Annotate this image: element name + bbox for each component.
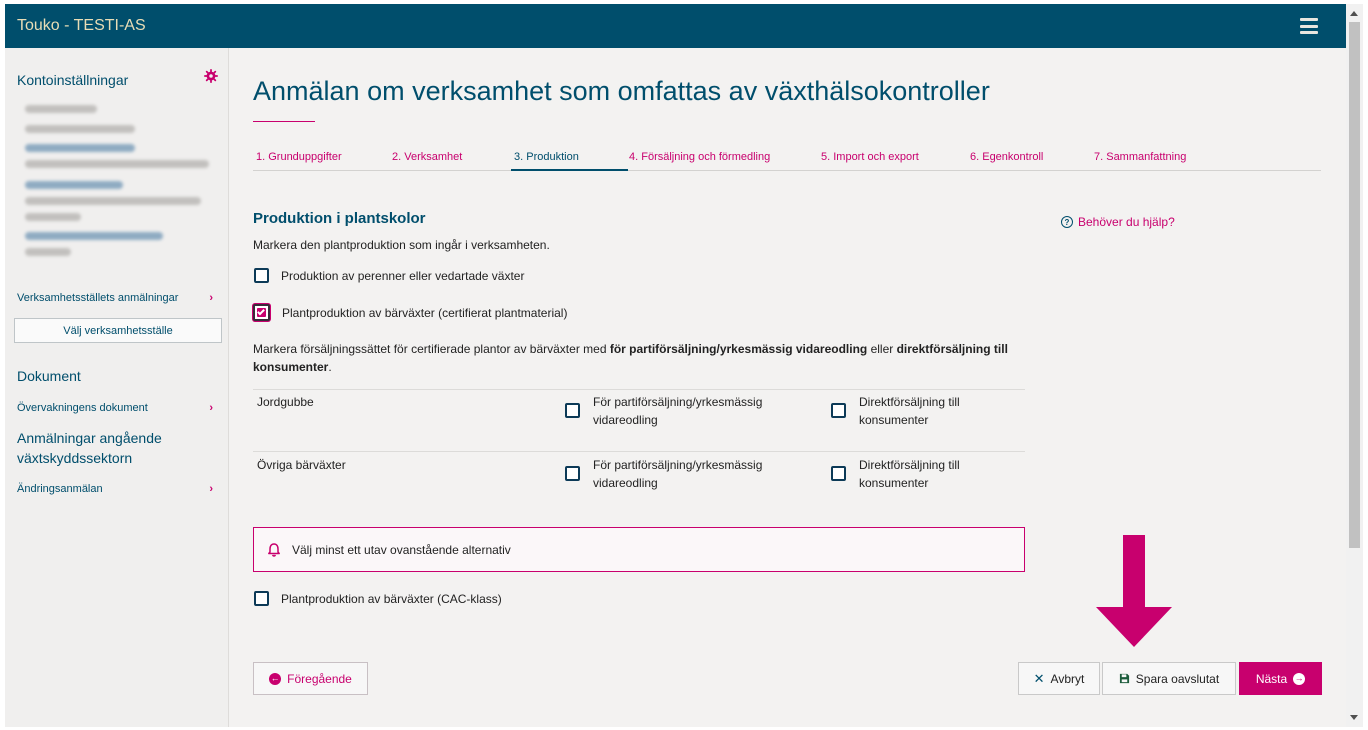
tab-import-export[interactable]: 5. Import och export	[821, 151, 919, 163]
redacted-text	[25, 197, 201, 205]
label-line: vidareodling	[593, 476, 658, 490]
tab-summary[interactable]: 7. Sammanfattning	[1094, 151, 1187, 163]
tab-production[interactable]: 3. Produktion	[514, 151, 579, 163]
cancel-button[interactable]	[1018, 662, 1100, 695]
other-berries-direct-checkbox[interactable]	[831, 466, 846, 481]
redacted-text	[25, 160, 209, 168]
strawberry-direct-checkbox[interactable]	[831, 403, 846, 418]
redacted-text	[25, 213, 81, 221]
next-button[interactable]	[1239, 662, 1322, 695]
top-bar	[5, 4, 1346, 48]
close-icon: ✕	[1033, 670, 1045, 686]
label-line: konsumenter	[859, 476, 929, 490]
help-link[interactable]	[1061, 215, 1175, 229]
bell-icon	[266, 542, 282, 558]
direct-label[interactable]	[859, 456, 960, 492]
berries-certified-checkbox[interactable]	[253, 304, 270, 321]
chevron-right-icon: ›	[209, 402, 213, 414]
active-tab-indicator	[511, 169, 628, 171]
wholesale-label[interactable]	[593, 393, 762, 429]
scrollbar[interactable]	[1346, 4, 1363, 727]
help-link-label: Behöver du hjälp?	[1078, 215, 1175, 229]
scroll-thumb[interactable]	[1349, 22, 1360, 548]
arrow-right-icon: →	[1294, 673, 1304, 683]
save-icon	[1119, 673, 1130, 684]
step-tabs	[253, 143, 1321, 171]
perennials-checkbox[interactable]	[254, 268, 269, 283]
strawberry-wholesale-checkbox[interactable]	[565, 403, 580, 418]
chevron-right-icon: ›	[209, 483, 213, 495]
gear-icon[interactable]	[204, 69, 218, 83]
arrow-left-icon: ←	[270, 673, 280, 683]
label-line: Direktförsäljning till	[859, 395, 960, 409]
redacted-text	[25, 144, 135, 152]
tab-basic-info[interactable]: 1. Grunduppgifter	[256, 151, 342, 163]
question-icon: ?	[1061, 216, 1073, 228]
arrow-down-icon	[1094, 535, 1174, 647]
alert-text: Välj minst ett utav ovanstående alternativ	[292, 542, 511, 557]
option-berries-cac[interactable]	[254, 591, 502, 606]
sidebar-item-label: Ändringsanmälan	[17, 483, 103, 495]
label-line: För partiförsäljning/yrkesmässig	[593, 395, 763, 409]
desc-text: Markera försäljningssättet för certifierade plantor av bärväxter med	[253, 342, 610, 356]
row-name: Jordgubbe	[257, 395, 314, 409]
desc-bold: för partiförsäljning/yrkesmässig vidareodling	[609, 342, 868, 356]
desc-text: .	[328, 360, 332, 374]
divider	[253, 389, 1025, 390]
previous-label: Föregående	[287, 671, 352, 686]
section-intro: Markera den plantproduktion som ingår i verksamheten.	[253, 238, 550, 252]
section-title: Produktion i plantskolor	[253, 210, 426, 227]
cancel-label: Avbryt	[1050, 671, 1085, 686]
plant-sector-heading[interactable]: Anmälningar angående växtskyddssektorn	[17, 430, 162, 466]
sidebar-item-label: Övervakningens dokument	[17, 402, 148, 414]
sidebar-item-label: Verksamhetsställets anmälningar	[17, 292, 179, 304]
desc-bold: direktförsäljning till konsumenter	[253, 342, 1008, 374]
save-draft-button[interactable]	[1102, 662, 1236, 695]
main-content	[230, 48, 1346, 727]
redacted-text	[25, 125, 135, 133]
title-underline	[253, 121, 315, 122]
option-label: Plantproduktion av bärväxter (certifierat plantmaterial)	[282, 305, 568, 320]
direct-label[interactable]	[859, 393, 960, 429]
option-berries-certified[interactable]	[253, 304, 567, 321]
label-line: För partiförsäljning/yrkesmässig	[593, 458, 763, 472]
chevron-right-icon: ›	[209, 292, 213, 304]
sidebar-item-site-notifications[interactable]	[17, 292, 217, 304]
redacted-text	[25, 105, 97, 113]
tab-activity[interactable]: 2. Verksamhet	[392, 151, 463, 163]
desc-text: eller	[867, 342, 897, 356]
app-title: Touko - TESTI-AS	[17, 17, 146, 34]
option-label: Produktion av perenner eller vedartade växter	[281, 268, 525, 283]
account-settings-heading[interactable]: Kontoinställningar	[17, 72, 129, 88]
label-line: vidareodling	[593, 413, 658, 427]
tab-sales[interactable]: 4. Försäljning och förmedling	[629, 151, 771, 163]
berries-cac-checkbox[interactable]	[254, 591, 269, 606]
row-name: Övriga bärväxter	[257, 458, 346, 472]
redacted-text	[25, 248, 71, 256]
tab-self-control[interactable]: 6. Egenkontroll	[970, 151, 1044, 163]
validation-alert	[253, 527, 1025, 572]
menu-icon[interactable]	[1300, 18, 1318, 34]
select-site-button[interactable]: Välj verksamhetsställe	[14, 318, 222, 343]
scroll-down-icon[interactable]	[1350, 715, 1358, 720]
sidebar	[5, 48, 229, 727]
documents-heading[interactable]: Dokument	[17, 368, 81, 384]
sidebar-item-monitoring-documents[interactable]	[17, 402, 217, 414]
redacted-text	[25, 181, 123, 189]
other-berries-wholesale-checkbox[interactable]	[565, 466, 580, 481]
wholesale-label[interactable]	[593, 456, 762, 492]
redacted-text	[25, 232, 163, 240]
page-title: Anmälan om verksamhet som omfattas av växthälsokontroller	[253, 76, 990, 106]
save-draft-label: Spara oavslutat	[1135, 671, 1220, 686]
option-label: Plantproduktion av bärväxter (CAC-klass)	[281, 591, 502, 606]
option-perennials[interactable]	[254, 268, 524, 283]
divider	[253, 451, 1025, 452]
scroll-up-icon[interactable]	[1350, 11, 1358, 16]
sidebar-item-change-notification[interactable]	[17, 483, 217, 495]
label-line: Direktförsäljning till	[859, 458, 960, 472]
label-line: konsumenter	[859, 413, 929, 427]
next-label: Nästa	[1255, 671, 1288, 686]
sales-description	[253, 340, 1033, 376]
previous-button[interactable]	[253, 662, 368, 695]
app-frame	[5, 4, 1346, 727]
